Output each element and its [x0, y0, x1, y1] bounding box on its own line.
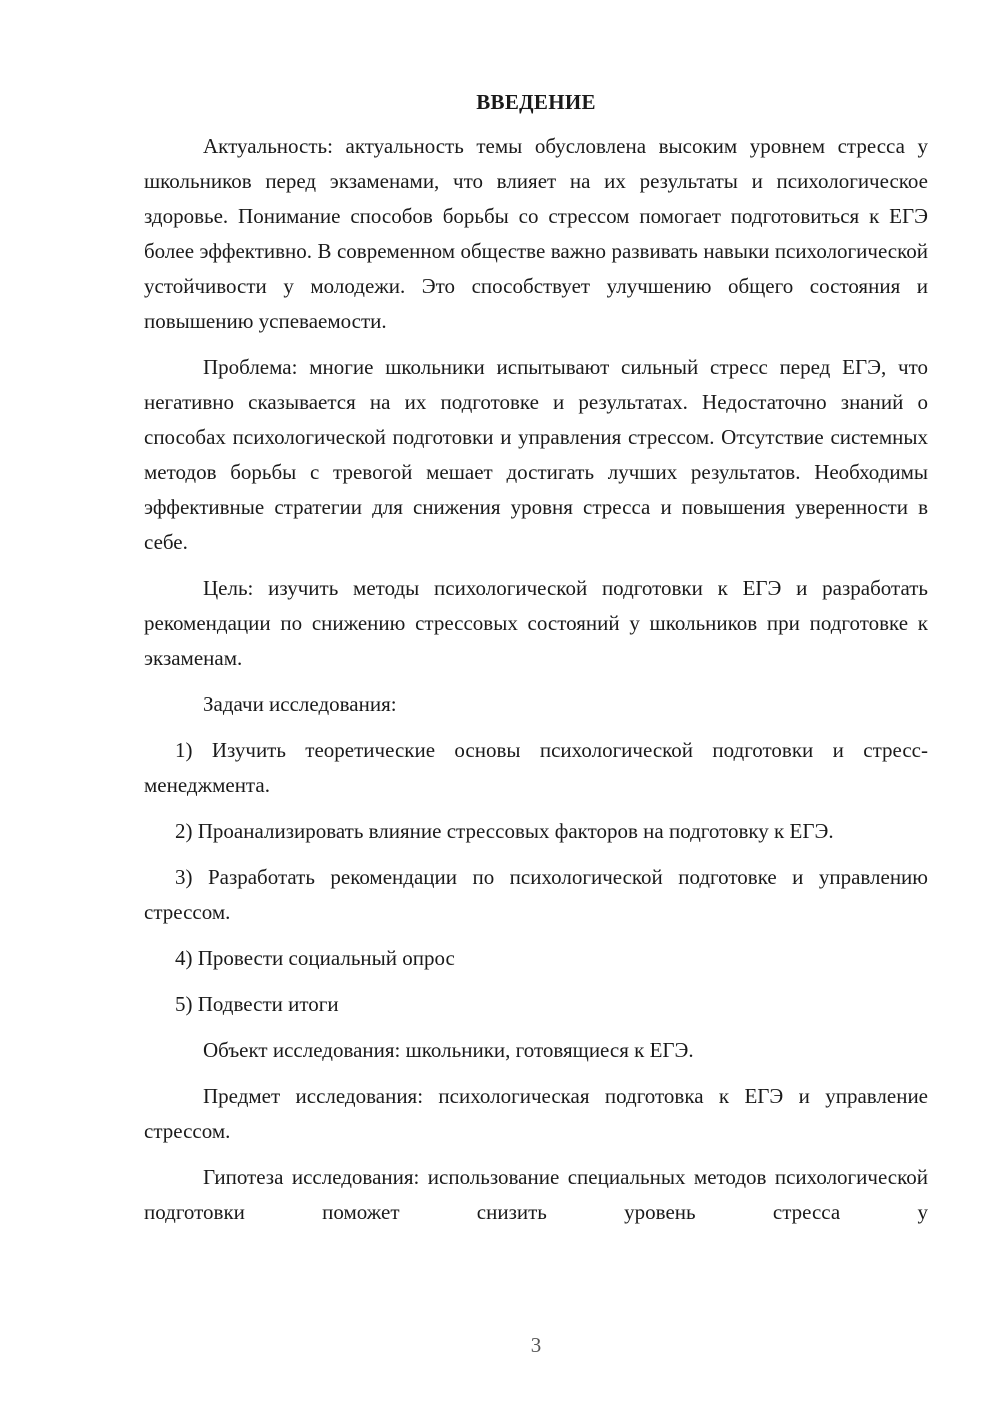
page-number: 3	[530, 1333, 542, 1357]
tasks-heading: Задачи исследования:	[203, 692, 397, 716]
document-page	[144, 90, 928, 1241]
page-title: ВВЕДЕНИЕ	[476, 90, 596, 114]
task-item-2: 2) Проанализировать влияние стрессовых факторов на подготовку к ЕГЭ.	[175, 819, 834, 843]
task-item-4: 4) Провести социальный опрос	[175, 946, 455, 970]
object-paragraph: Объект исследования: школьники, готовящиеся к ЕГЭ.	[203, 1038, 694, 1062]
relevance-paragraph: Актуальность: актуальность темы обусловлена высоким уровнем стресса у школьников перед экзаменами, что влияет на их результаты и психологическое здоровье. Понимание способов борьбы со стрессом помогает подготовиться к ЕГЭ более эффективно. В современном обществе важно развивать навыки психологической устойчивости у молодежи. Это способствует улучшению общего состояния и повышению успеваемости.	[144, 134, 928, 333]
problem-paragraph: Проблема: многие школьники испытывают сильный стресс перед ЕГЭ, что негативно сказывается на их подготовке и результатах. Недостаточно знаний о способах психологической подготовки и управления стрессом. Отсутствие системных методов борьбы с тревогой мешает достигать лучших результатов. Необходимы эффективные стратегии для снижения уровня стресса и повышения уверенности в себе.	[144, 355, 928, 554]
task-item-1: 1) Изучить теоретические основы психологической подготовки и стресс-менеджмента.	[144, 738, 928, 797]
task-item-3: 3) Разработать рекомендации по психологической подготовке и управлению стрессом.	[144, 865, 928, 924]
hypothesis-paragraph: Гипотеза исследования: использование специальных методов психологической подготовки поможет снизить уровень стресса у	[144, 1165, 928, 1224]
task-item-5: 5) Подвести итоги	[175, 992, 339, 1016]
subject-paragraph: Предмет исследования: психологическая подготовка к ЕГЭ и управление стрессом.	[144, 1084, 928, 1143]
goal-paragraph: Цель: изучить методы психологической подготовки к ЕГЭ и разработать рекомендации по снижению стрессовых состояний у школьников при подготовке к экзаменам.	[144, 576, 928, 670]
